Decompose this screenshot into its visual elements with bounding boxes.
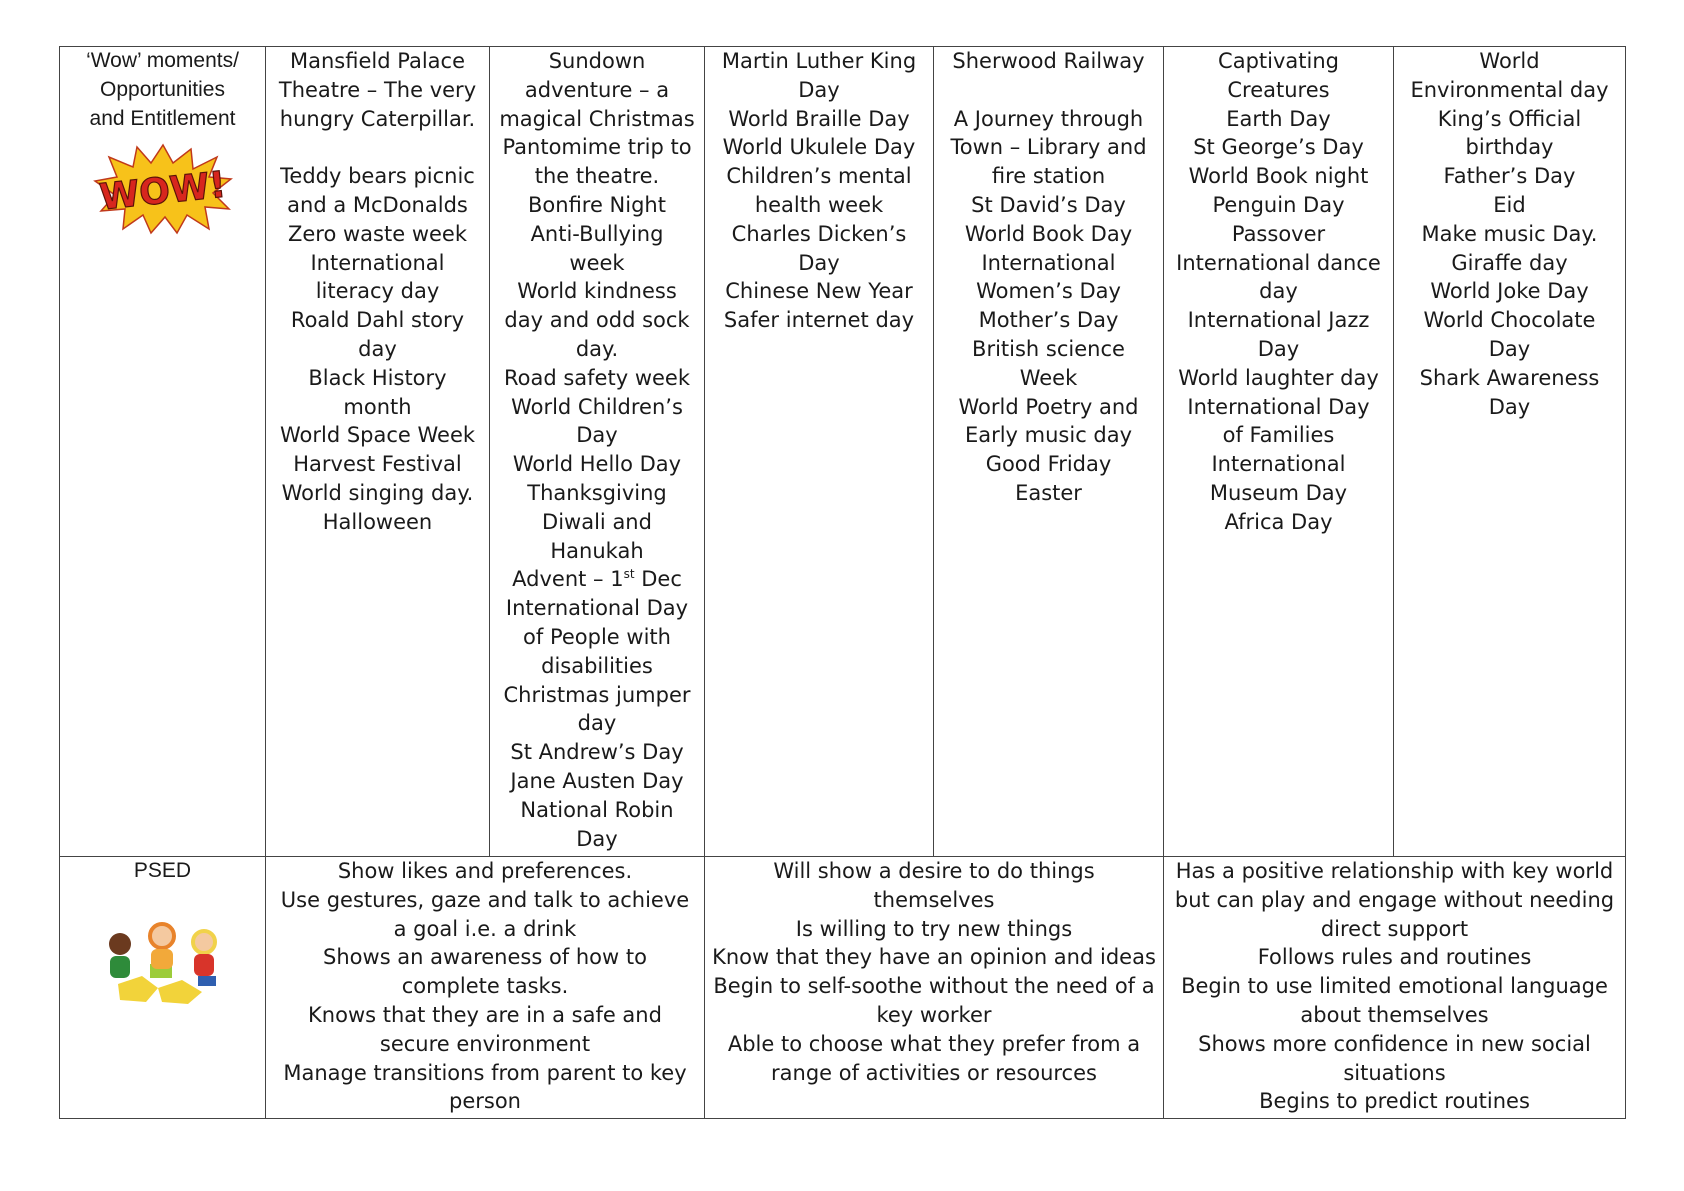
psed-statement: Will show a desire to do things themselves: [773, 859, 1095, 912]
wow-item: World Braille Day: [728, 106, 910, 131]
wow-item: International: [981, 250, 1116, 275]
wow-item: World Ukulele Day: [722, 135, 916, 160]
psed-block-1: [266, 857, 705, 1119]
wow-item: World Poetry and: [958, 394, 1139, 419]
wow-item: day: [577, 711, 617, 736]
wow-item: of People with: [523, 624, 671, 649]
wow-item: fire station: [991, 164, 1106, 189]
wow-item: and a McDonalds: [287, 192, 468, 217]
psed-statement: Follows rules and routines: [1257, 945, 1532, 970]
wow-item: International Day: [505, 596, 689, 621]
wow-column-summer2: [1394, 47, 1626, 857]
wow-item: Good Friday: [985, 452, 1112, 477]
wow-item: magical Christmas: [499, 106, 695, 131]
blank-line: [940, 76, 1157, 105]
wow-item: Earth Day: [1226, 106, 1331, 131]
wow-item: World kindness: [517, 279, 677, 304]
wow-item: Roald Dahl story: [290, 308, 465, 333]
wow-item: Charles Dicken’s: [731, 221, 907, 246]
psed-header-cell: [60, 857, 266, 1119]
wow-item: Giraffe day: [1451, 250, 1568, 275]
psed-header: PSED: [133, 859, 192, 882]
psed-statement: Know that they have an opinion and ideas: [712, 945, 1156, 970]
psed-statement: Has a positive relationship with key world but can play and engage without needing direct support: [1174, 859, 1615, 941]
psed-block-3: [1164, 857, 1626, 1119]
wow-item: Christmas jumper: [503, 682, 691, 707]
wow-item: Environmental day: [1410, 77, 1609, 102]
psed-row: [60, 857, 1626, 1119]
wow-item: Road safety week: [503, 365, 690, 390]
wow-item: Anti-Bullying: [530, 221, 664, 246]
psed-statement: Begins to predict routines: [1259, 1089, 1530, 1114]
wow-item: Day: [1488, 336, 1531, 361]
wow-item: Advent – 1st Dec: [512, 567, 682, 592]
psed-statement: Knows that they are in a safe and secure environment: [308, 1002, 662, 1056]
psed-statement: Use gestures, gaze and talk to achieve a goal i.e. a drink: [280, 887, 690, 941]
wow-item: Day: [576, 423, 618, 448]
wow-column-summer1: [1164, 47, 1394, 857]
wow-item: Shark Awareness: [1419, 365, 1600, 390]
wow-item: World: [1479, 49, 1540, 73]
wow-item: Zero waste week: [288, 221, 467, 246]
wow-item: A Journey through: [953, 106, 1144, 131]
wow-item: International Jazz: [1187, 308, 1370, 333]
wow-item: International dance: [1176, 250, 1381, 275]
wow-item: day: [1259, 279, 1298, 304]
wow-item: day: [358, 336, 397, 361]
wow-item: World Space Week: [279, 423, 476, 448]
psed-statement: Manage transitions from parent to key person: [283, 1060, 687, 1114]
children-playing-icon: [98, 914, 228, 1006]
wow-column-spring1: [705, 47, 934, 857]
wow-item: Chinese New Year: [725, 279, 913, 304]
wow-item: Women’s Day: [976, 279, 1121, 304]
wow-item: Hanukah: [550, 538, 644, 563]
wow-item: World Hello Day: [512, 452, 682, 477]
psed-statement: Begin to use limited emotional language about themselves: [1181, 974, 1608, 1027]
wow-item: Children’s mental: [726, 164, 912, 189]
wow-item: World Book Day: [964, 221, 1133, 246]
wow-item: health week: [754, 192, 884, 217]
wow-item: British science: [972, 336, 1125, 361]
wow-column-autumn2: [490, 47, 705, 857]
wow-item: disabilities: [541, 653, 653, 678]
wow-item: Captivating: [1218, 49, 1339, 73]
wow-item: Day: [1488, 394, 1531, 419]
wow-item: literacy day: [315, 279, 440, 304]
wow-item: Eid: [1493, 192, 1526, 217]
wow-item: Make music Day.: [1421, 221, 1598, 246]
wow-header-line: Opportunities: [100, 77, 225, 101]
wow-item: Black History: [308, 365, 447, 390]
wow-item: Early music day: [964, 423, 1133, 448]
wow-item: adventure – a: [524, 77, 670, 102]
wow-moments-row: [60, 47, 1626, 857]
psed-statement: Able to choose what they prefer from a range of activities or resources: [727, 1031, 1141, 1085]
wow-item: Father’s Day: [1443, 164, 1576, 189]
planning-table: [59, 46, 1626, 1119]
wow-header-line: ‘Wow’ moments/: [86, 49, 239, 72]
wow-item: Theatre – The very: [278, 77, 477, 102]
psed-statement: Shows an awareness of how to complete tasks.: [323, 945, 647, 999]
wow-item: hungry Caterpillar.: [279, 106, 476, 131]
wow-item: World Children’s: [511, 394, 683, 419]
wow-item: month: [343, 394, 412, 419]
wow-item: International Day: [1187, 394, 1370, 419]
wow-item: Pantomime trip to: [502, 135, 692, 160]
wow-item: St David’s Day: [971, 192, 1126, 217]
wow-column-spring2: [934, 47, 1164, 857]
wow-item: Museum Day: [1209, 480, 1348, 505]
wow-item: Sherwood Railway: [952, 49, 1145, 73]
wow-header-line: and Entitlement: [89, 106, 236, 130]
blank-line: [272, 133, 483, 162]
wow-item: King’s Official: [1437, 106, 1582, 131]
wow-item: the theatre.: [534, 164, 660, 189]
wow-item: Sundown: [548, 49, 646, 73]
psed-statement: Show likes and preferences.: [337, 859, 633, 883]
wow-item: Town – Library and: [950, 135, 1147, 160]
wow-item: Easter: [1015, 480, 1082, 505]
wow-item: Day: [576, 826, 618, 851]
wow-item: Passover: [1231, 221, 1326, 246]
wow-item: World Book night: [1188, 164, 1369, 189]
wow-logo-text: WOW!: [97, 164, 228, 219]
wow-item: Safer internet day: [723, 308, 915, 333]
wow-item: Thanksgiving: [527, 480, 667, 505]
wow-column-autumn1: [266, 47, 490, 857]
wow-item: World Chocolate: [1423, 308, 1596, 333]
wow-item: International: [1211, 452, 1346, 477]
wow-item: World Joke Day: [1430, 279, 1589, 304]
wow-item: of Families: [1222, 423, 1335, 448]
wow-item: World singing day.: [281, 480, 474, 505]
wow-item: Day: [798, 77, 840, 102]
wow-item: World laughter day: [1178, 365, 1379, 390]
wow-item: National Robin: [520, 797, 674, 822]
wow-item: Diwali and: [542, 509, 652, 534]
wow-header-cell: [60, 47, 266, 857]
wow-item: Harvest Festival: [293, 452, 462, 477]
wow-item: Creatures: [1227, 77, 1330, 102]
wow-item: Day: [1257, 336, 1300, 361]
wow-item: St Andrew’s Day: [510, 740, 684, 765]
wow-item: birthday: [1465, 135, 1554, 160]
wow-item: International: [310, 250, 445, 275]
wow-item: Mother’s Day: [978, 308, 1119, 333]
wow-item: Mansfield Palace: [290, 49, 465, 73]
wow-item: Martin Luther King: [721, 49, 917, 73]
wow-item: Penguin Day: [1212, 192, 1345, 217]
wow-item: Halloween: [322, 509, 433, 534]
wow-item: day.: [575, 336, 619, 361]
wow-item: Bonfire Night: [528, 192, 666, 217]
psed-statement: Is willing to try new things: [795, 916, 1073, 941]
wow-burst-icon: [93, 143, 233, 235]
psed-statement: Begin to self-soothe without the need of a key worker: [713, 974, 1155, 1027]
wow-item: Week: [1019, 365, 1078, 390]
wow-item: day and odd sock: [504, 308, 690, 333]
psed-block-2: [705, 857, 1164, 1119]
wow-item: Day: [798, 250, 840, 275]
psed-statement: Shows more confidence in new social situations: [1198, 1031, 1591, 1085]
wow-item: Africa Day: [1224, 509, 1333, 534]
wow-item: week: [569, 250, 625, 275]
wow-item: Jane Austen Day: [510, 768, 684, 793]
wow-item: St George’s Day: [1193, 135, 1364, 160]
wow-item: Teddy bears picnic: [280, 164, 475, 189]
